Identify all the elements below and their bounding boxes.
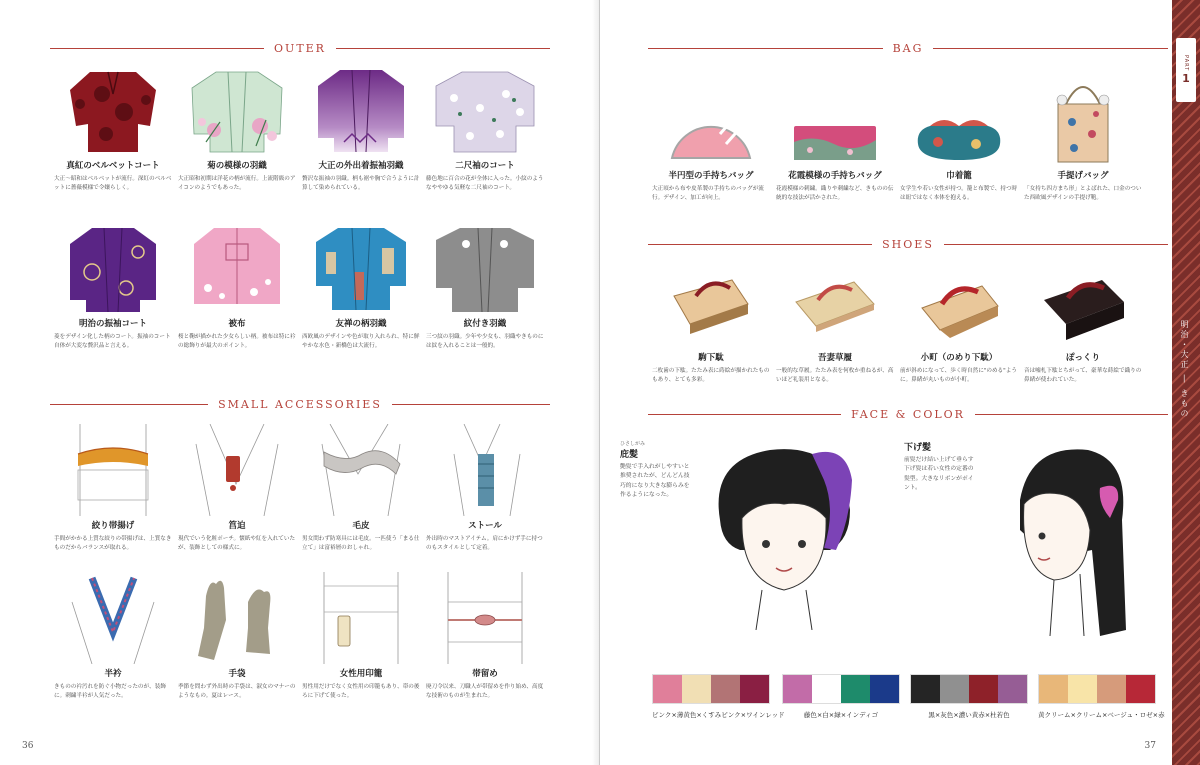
palette-2 — [782, 674, 900, 719]
azuma-zori-illustration — [774, 256, 896, 348]
item-name: 菊の模様の羽織 — [207, 161, 267, 171]
item-name: 駒下駄 — [698, 353, 724, 363]
komachi-geta-illustration — [898, 256, 1020, 348]
shoes-section-title — [648, 234, 1168, 254]
item-description: 現代でいう化粧ポーチ。懐紙や紅を入れていたが、装飾としての様式に。 — [178, 536, 296, 551]
color-chip — [998, 675, 1027, 703]
color-chip — [711, 675, 740, 703]
color-chip — [682, 675, 711, 703]
color-chip — [812, 675, 841, 703]
face-color-section-title — [648, 404, 1168, 424]
item-name: 半円型の手持ちバッグ — [668, 171, 754, 181]
inro-illustration — [300, 572, 422, 664]
palette-chips — [1038, 674, 1156, 704]
palette-caption: 黄クリーム×クリーム×ベージュ・ロゼ×赤 — [1038, 711, 1165, 719]
hisashigami-portrait — [700, 440, 880, 630]
accessory-item — [52, 424, 174, 552]
item-name: 巾着籠 — [946, 171, 972, 181]
item-description: 藤色地に百合の花が全体に入った。小紋のようなややゆる気軽な二尺袖のコート。 — [426, 176, 544, 191]
part-side-tab — [1172, 0, 1200, 765]
outer-title: OUTER — [274, 41, 326, 55]
kinchaku-basket-illustration — [898, 74, 1020, 166]
face-description: 前髪だけ結い上げて垂らす下げ髪は若い女性の定番の髪型。大きなリボンがポイント。 — [904, 457, 974, 491]
palette-1 — [652, 674, 785, 719]
hisashigami-label — [620, 440, 692, 500]
item-name: 吾妻草履 — [817, 353, 852, 363]
outer-item — [176, 64, 298, 192]
item-name: 手提げバッグ — [1057, 171, 1109, 181]
meiji-furisode-coat-illustration — [52, 222, 174, 314]
velvet-coat-illustration — [52, 64, 174, 156]
item-name: 筥迫 — [228, 521, 246, 531]
outer-item — [52, 222, 174, 350]
item-description: 男性用だけでなく女性用の印籠もあり、帯の後ろに下げて使った。 — [302, 684, 420, 699]
nishaku-sode-coat-illustration — [424, 64, 546, 156]
part-label: PART — [1183, 55, 1189, 72]
item-description: 一般的な草履。たたみ表を何枚か重ねるが、高いほど礼装用となる。 — [776, 368, 894, 383]
yuzen-haori-illustration — [300, 222, 422, 314]
accessory-item — [424, 424, 546, 552]
half-round-bag-illustration — [650, 74, 772, 166]
item-description: 贅沢な振袖の羽織。柄も裾や胸で合うように計算して染められている。 — [302, 176, 420, 191]
item-description: 大正〜昭和はベルベットが流行。深紅のベルベットに薔薇模様で令嬢らしく。 — [54, 176, 172, 191]
montsuki-haori-illustration — [424, 222, 546, 314]
obidome-illustration — [424, 572, 546, 664]
item-name: 絞り帯揚げ — [91, 521, 135, 531]
bag-title: BAG — [892, 41, 924, 55]
palette-chips — [782, 674, 900, 704]
outer-item — [52, 64, 174, 192]
item-name: 友禅の柄羽織 — [335, 319, 387, 329]
color-chip — [940, 675, 969, 703]
page-number-left: 36 — [22, 741, 34, 751]
palette-chips — [652, 674, 770, 704]
item-name: 帯留め — [472, 669, 498, 679]
outer-item — [176, 222, 298, 350]
face-ruby: ひさしがみ — [620, 441, 646, 447]
accessory-item — [424, 572, 546, 700]
palette-caption: ピンク×薄黄色×くすみピンク×ワインレッド — [652, 711, 785, 719]
item-description: 男女問わず防寒具には毛皮。一匹使う「まる仕立て」は富裕層のおしゃれ。 — [302, 536, 420, 551]
koma-geta-illustration — [650, 256, 772, 348]
item-description: 大正頃から布や皮革製の手持ちのバッグが流行。デザイン、加工が向上。 — [652, 186, 764, 201]
right-page — [600, 0, 1200, 765]
chrysanthemum-haori-illustration — [176, 64, 298, 156]
color-chip — [969, 675, 998, 703]
item-name: 手袋 — [228, 669, 246, 679]
clutch-bag-illustration — [774, 74, 896, 166]
face-name: 庇髪 — [620, 450, 639, 460]
stole-illustration — [424, 424, 546, 516]
item-name: 二尺袖のコート — [455, 161, 515, 171]
hakoseko-illustration — [176, 424, 298, 516]
shibori-obiage-illustration — [52, 424, 174, 516]
color-chip — [783, 675, 812, 703]
bag-item — [1022, 74, 1144, 202]
color-chip — [841, 675, 870, 703]
palette-3 — [910, 674, 1028, 719]
part-number: 1 — [1182, 71, 1190, 85]
item-description: 花霞模様の刺繍。織りや刺繍など、きものの伝統的な技法が活かされた。 — [776, 186, 894, 201]
shoe-item — [1022, 256, 1144, 384]
handbag-illustration — [1022, 74, 1144, 166]
face-description: 艶髪で手入れがしやすいと推奨されたが、どんどん技巧的になり大きな膨らみを作るようになった。 — [620, 464, 690, 498]
accessory-item — [176, 424, 298, 552]
outer-item — [300, 222, 422, 350]
item-description: 菱をデザイン化した柄のコート。振袖のコート自体が大変な贅沢品と言える。 — [54, 334, 171, 349]
item-description: きものの衿汚れを防ぐ小物だったのが、装飾に。刺繍半衿が人気だった。 — [54, 684, 166, 699]
item-name: ストール — [468, 521, 502, 531]
item-description: 手間がかかる上質な絞りの帯揚げは、上質なきものだからバランスが取れる。 — [54, 536, 172, 551]
color-chip — [1097, 675, 1126, 703]
accessory-item — [300, 424, 422, 552]
outer-section-title — [50, 38, 550, 58]
fur-stole-illustration — [300, 424, 422, 516]
face-name: 下げ髪 — [904, 443, 932, 453]
item-description: 三つ紋の羽織。少年や少女も、羽織やきものには紋を入れることは一般的。 — [426, 334, 544, 349]
color-chip — [911, 675, 940, 703]
color-chip — [740, 675, 769, 703]
item-description: 音は嘘札下駄とちがって、豪華な蒔絵で織りの鼻緒が使われていた。 — [1024, 368, 1142, 383]
item-description: 「女持ち四方まち形」とよばれた、口金のついた西欧風デザインの手提げ鞄。 — [1024, 186, 1142, 201]
color-chip — [870, 675, 899, 703]
item-name: 被布 — [228, 319, 246, 329]
small-accessories-title: SMALL ACCESSORIES — [218, 397, 382, 411]
item-description: 季節を問わず外出時の手袋は、淑女のマナーのようなもの。夏はレース。 — [178, 684, 296, 699]
item-name: 大正の外出着振袖羽織 — [318, 161, 404, 171]
item-name: 女性用印籠 — [339, 669, 383, 679]
bag-section-title — [648, 38, 1168, 58]
color-chip — [653, 675, 682, 703]
bag-item — [774, 74, 896, 202]
item-description: 大正昭和初期は洋花の柄が流行。上流階級のアイコンのようでもあった。 — [178, 176, 296, 191]
accessory-item — [176, 572, 298, 700]
item-description: 二枚歯の下駄。たたみ表に蒔絵が描かれたものもあり、とても多彩。 — [652, 368, 770, 383]
sagegami-label — [904, 440, 976, 493]
outer-item — [424, 64, 546, 192]
item-name: 小町（のめり下駄） — [920, 353, 998, 363]
item-name: 花霞模様の手持ちバッグ — [788, 171, 882, 181]
bag-item — [650, 74, 772, 202]
chapter-vertical-text: 明治・大正 ― きもの — [1180, 320, 1189, 420]
accessory-item — [52, 572, 174, 700]
item-description: 前が斜めになって、歩く時自然に"のめる"ように。鼻緒が丸いものが小町。 — [900, 368, 1017, 383]
color-chip — [1126, 675, 1155, 703]
item-description: 西欧風のデザインや色が取り入れられ、特に鮮やかな水色・新橋色は大流行。 — [302, 334, 420, 349]
item-name: 毛皮 — [352, 521, 370, 531]
palette-4 — [1038, 674, 1165, 719]
sagegami-portrait — [980, 440, 1160, 636]
outer-item — [300, 64, 422, 192]
item-description: 廃刀令以来、刀職人が帯留めを作り始め、高度な技術のものが生まれた。 — [426, 684, 544, 699]
small-accessories-section-title — [50, 394, 550, 414]
shoes-title: SHOES — [882, 237, 934, 251]
item-name: 紋付き羽織 — [463, 319, 507, 329]
hifu-illustration — [176, 222, 298, 314]
item-name: 真紅のベルベットコート — [66, 161, 160, 171]
page-number-right: 37 — [1144, 741, 1156, 751]
item-name: ぽっくり — [1065, 353, 1100, 363]
item-description: 女学生や若い女性が持つ。籠と布製で、持つ時は紐ではなく本体を抱える。 — [900, 186, 1018, 201]
item-name: 明治の振袖コート — [78, 319, 147, 329]
color-chip — [1068, 675, 1097, 703]
shoe-item — [650, 256, 772, 384]
furisode-haori-illustration — [300, 64, 422, 156]
item-name: 半衿 — [104, 669, 122, 679]
gloves-illustration — [176, 572, 298, 664]
accessory-item — [300, 572, 422, 700]
pokkuri-illustration — [1022, 256, 1144, 348]
outer-item — [424, 222, 546, 350]
shoe-item — [774, 256, 896, 384]
face-color-title: FACE & COLOR — [851, 407, 965, 421]
palette-caption: 黒×灰色×濃い黄赤×杜若色 — [928, 711, 1010, 719]
part-badge — [1176, 38, 1196, 102]
bag-item — [898, 74, 1020, 202]
palette-chips — [910, 674, 1028, 704]
palette-caption: 藤色×白×緑×インディゴ — [803, 711, 879, 719]
item-description: 桜と鞠が描かれた少女らしい柄。被布は特に衿の総飾りが最大のポイント。 — [178, 334, 296, 349]
han-eri-illustration — [52, 572, 174, 664]
shoe-item — [898, 256, 1020, 384]
item-description: 外出時のマストアイテム。肩にかけず手に持つのもスタイルとして定着。 — [426, 536, 543, 551]
color-chip — [1039, 675, 1068, 703]
